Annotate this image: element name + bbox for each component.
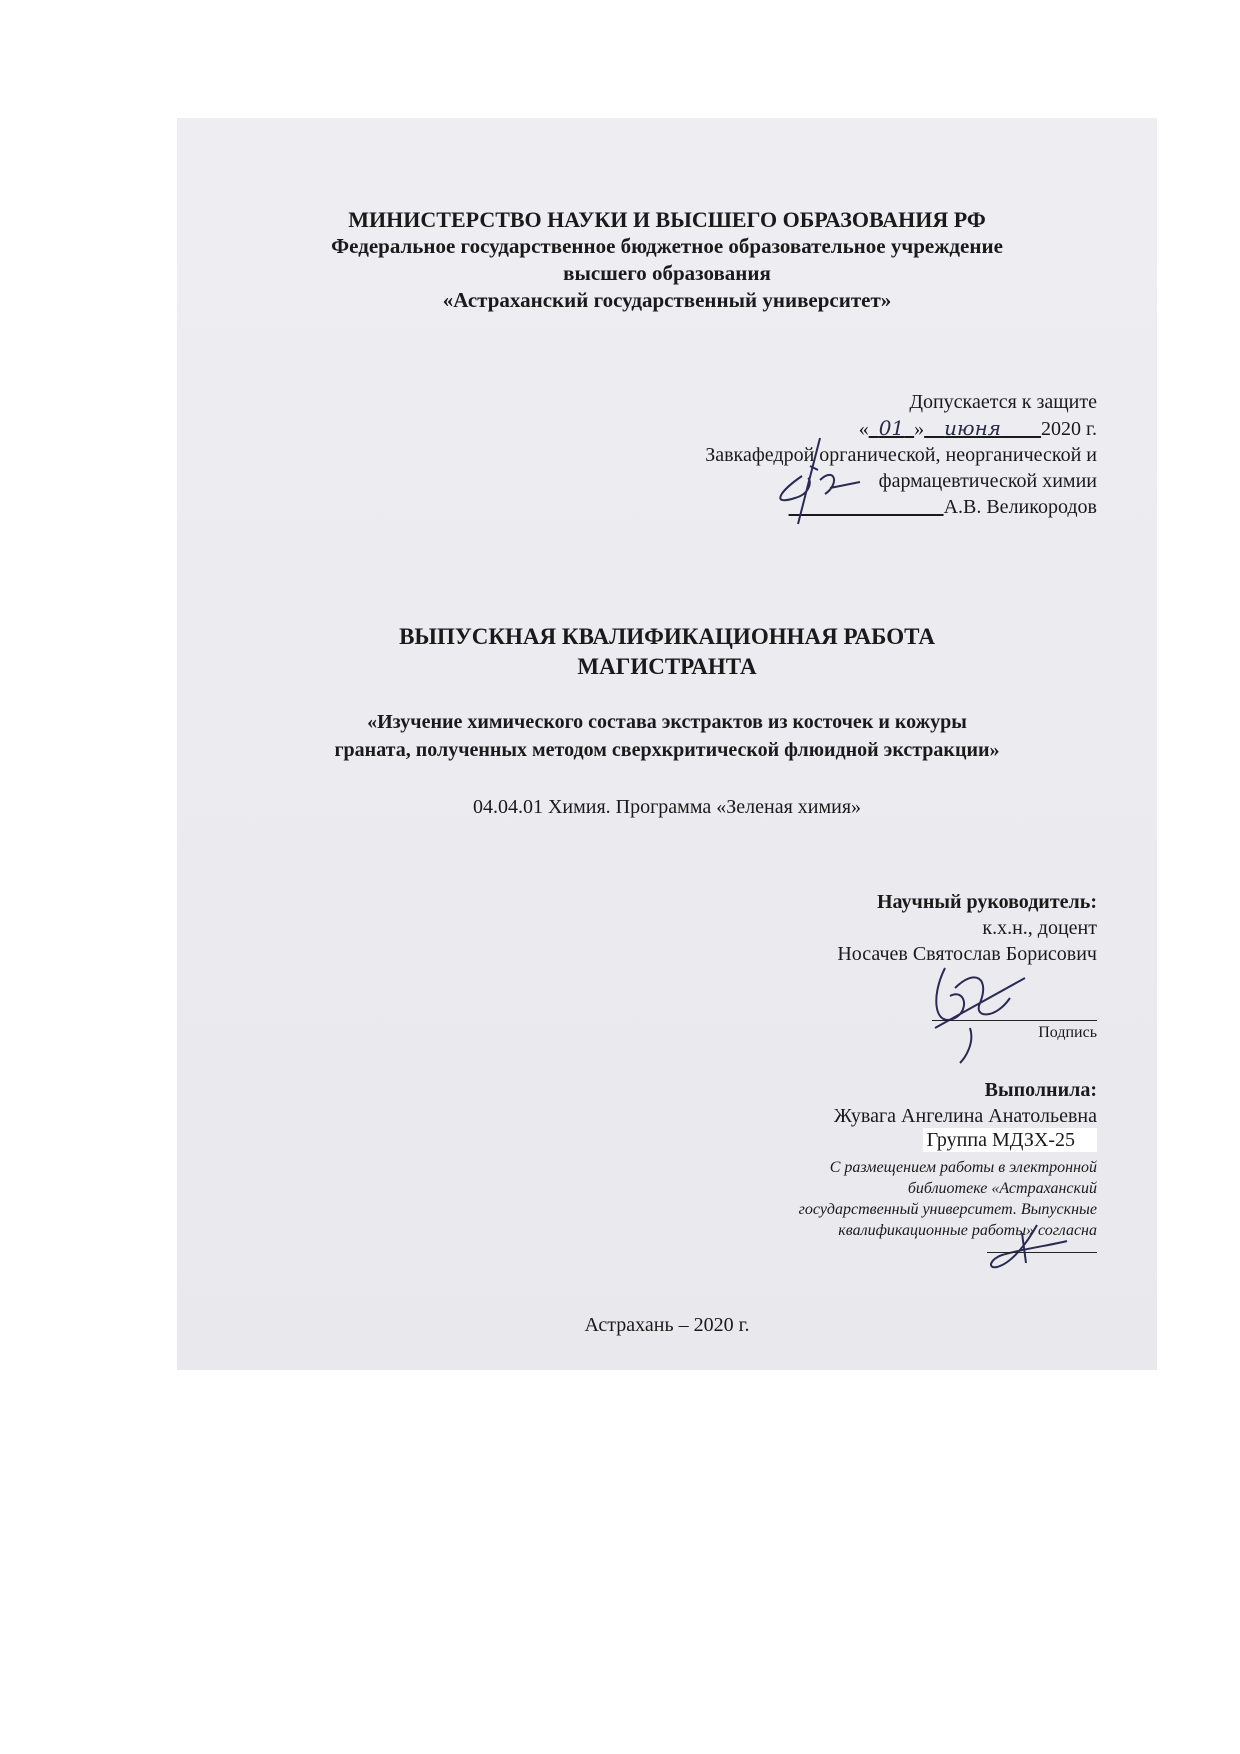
title-line2: МАГИСТРАНТА	[577, 654, 757, 679]
topic-line2: граната, полученных методом сверхкритической флюидной экстракции»	[334, 739, 1000, 761]
supervisor-label: Научный руководитель:	[877, 891, 1097, 913]
head-signature-icon	[750, 436, 870, 526]
supervisor-degree: к.х.н., доцент	[982, 917, 1097, 939]
author-group: Группа МДЗХ-25	[923, 1128, 1097, 1152]
supervisor-name: Носачев Святослав Борисович	[837, 943, 1097, 965]
university-name-line: «Астраханский государственный университет»	[442, 288, 892, 312]
author-name: Жувага Ангелина Анатольевна	[833, 1105, 1097, 1127]
head-name: А.В. Великородов	[943, 496, 1097, 518]
date-quote-open: «	[858, 418, 869, 440]
title-line1: ВЫПУСКНАЯ КВАЛИФИКАЦИОННАЯ РАБОТА	[399, 624, 935, 649]
head-of-department-line1: Завкафедрой органической, неорганической и	[705, 444, 1097, 466]
thesis-topic	[177, 708, 1157, 764]
consent-line4: квалификационные работы» согласна	[838, 1222, 1097, 1239]
education-level-line: высшего образования	[563, 261, 771, 285]
admitted-to-defense: Допускается к защите	[909, 391, 1097, 413]
supervisor-signature-icon	[915, 958, 1035, 1068]
approval-month: июня	[944, 416, 1002, 440]
approval-day: 01	[878, 416, 905, 440]
author-label: Выполнила:	[984, 1079, 1097, 1101]
institution-header	[177, 206, 1157, 314]
approval-year: 2020 г.	[1041, 418, 1097, 440]
supervisor-block	[837, 889, 1097, 967]
date-quote-close: »	[914, 418, 925, 440]
supervisor-signature-line	[932, 1020, 1097, 1021]
consent-line2: библиотеке «Астраханский	[907, 1180, 1097, 1197]
city-year: Астрахань – 2020 г.	[584, 1314, 750, 1336]
institution-type-line: Федеральное государственное бюджетное образовательное учреждение	[331, 234, 1003, 258]
ministry-line: МИНИСТЕРСТВО НАУКИ И ВЫСШЕГО ОБРАЗОВАНИЯ РФ	[348, 207, 986, 232]
signature-caption: Подпись	[1038, 1024, 1097, 1041]
author-block	[834, 1077, 1097, 1129]
document-title	[177, 622, 1157, 682]
author-signature-icon	[982, 1223, 1072, 1273]
head-of-department-line2: фармацевтической химии	[878, 470, 1097, 492]
consent-signature-line	[987, 1252, 1097, 1253]
consent-line1: С размещением работы в электронной	[829, 1159, 1097, 1176]
study-program: 04.04.01 Химия. Программа «Зеленая химия»	[472, 796, 862, 818]
topic-line1: «Изучение химического состава экстрактов из косточек и кожуры	[367, 711, 967, 733]
consent-line3: государственный университет. Выпускные	[798, 1201, 1097, 1218]
scanned-page	[177, 118, 1157, 1370]
